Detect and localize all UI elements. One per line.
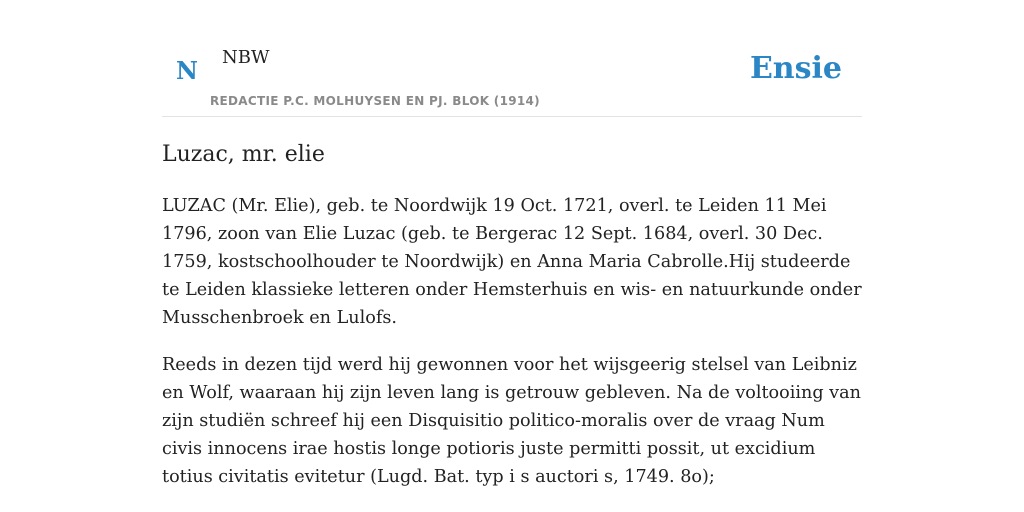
- page: [162, 0, 862, 512]
- header: [162, 0, 862, 117]
- ensie-brand-link[interactable]: Ensie: [749, 51, 842, 86]
- article-paragraph: LUZAC (Mr. Elie), geb. te Noordwijk 19 Oct. 1721, overl. te Leiden 11 Mei 1796, zoon van Elie Luzac (geb. te Bergerac 12 Sept. 1684, overl. 30 Dec. 1759, kostschoolhouder te Noordwijk) en Anna Maria Cabrolle.Hij studeerde te Leiden klassieke letteren onder Hemsterhuis en wis- en natuurkunde onder Musschenbroek en Lulofs.: [162, 196, 862, 328]
- article-body: [162, 192, 862, 510]
- article-title: Luzac, mr. elie: [162, 142, 325, 167]
- source-editors: REDACTIE P.C. MOLHUYSEN EN PJ. BLOK (1914): [210, 94, 540, 108]
- source-name[interactable]: NBW: [222, 47, 270, 68]
- article-paragraph: Reeds in dezen tijd werd hij gewonnen voor het wijsgeerig stelsel van Leibniz en Wolf, waaraan hij zijn leven lang is getrouw gebleven. Na de voltooiing van zijn studiën schreef hij een Disquisitio politico-moralis over de vraag Num civis innocens irae hostis longe potioris juste permitti possit, ut excidium totius civitatis evitetur (Lugd. Bat. typ i s auctori s, 1749. 8o);: [162, 355, 861, 487]
- source-logo-icon[interactable]: N: [176, 56, 198, 85]
